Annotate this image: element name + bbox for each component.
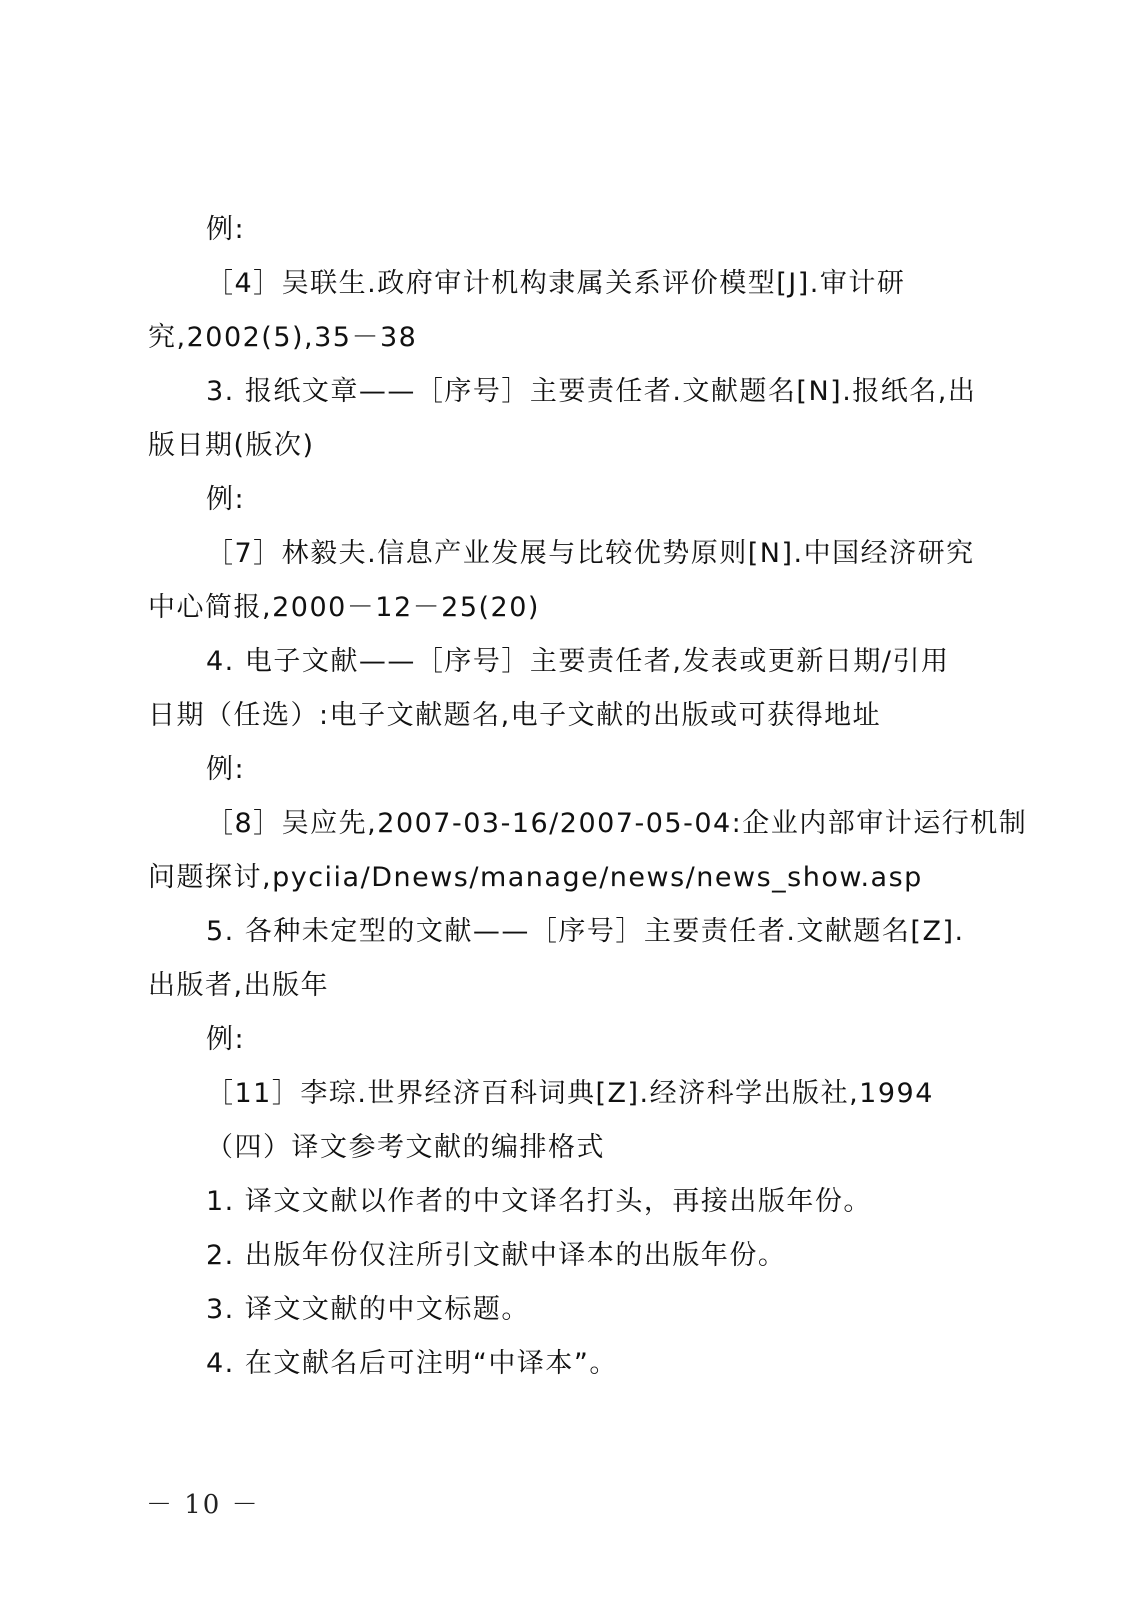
- reference-4-line-2: 究,2002(5),35－38: [148, 322, 418, 353]
- translation-rule-2: 2. 出版年份仅注所引文献中译本的出版年份。: [206, 1240, 787, 1271]
- page-number: － 10 －: [146, 1490, 260, 1520]
- example-label: 例:: [206, 1024, 246, 1055]
- reference-7-line-2: 中心简报,2000－12－25(20): [148, 592, 540, 623]
- electronic-format-line-1: 4. 电子文献——［序号］主要责任者,发表或更新日期/引用: [206, 646, 950, 677]
- example-label: 例:: [206, 214, 246, 245]
- reference-8-line-1: ［8］吴应先,2007-03-16/2007-05-04:企业内部审计运行机制: [206, 808, 1028, 839]
- reference-8-line-2: 问题探讨,pyciia/Dnews/manage/news/news_show.asp: [148, 862, 923, 893]
- translation-rule-3: 3. 译文文献的中文标题。: [206, 1294, 530, 1325]
- electronic-format-line-2: 日期（任选）:电子文献题名,电子文献的出版或可获得地址: [148, 700, 882, 731]
- translation-rule-1: 1. 译文文献以作者的中文译名打头，再接出版年份。: [206, 1186, 872, 1217]
- section-heading: （四）译文参考文献的编排格式: [206, 1132, 605, 1163]
- reference-11: ［11］李琮.世界经济百科词典[Z].经济科学出版社,1994: [206, 1078, 934, 1109]
- translation-rule-4: 4. 在文献名后可注明“中译本”。: [206, 1348, 618, 1379]
- undefined-literature-format-line-2: 出版者,出版年: [148, 970, 330, 1001]
- reference-7-line-1: ［7］林毅夫.信息产业发展与比较优势原则[N].中国经济研究: [206, 538, 975, 569]
- example-label: 例:: [206, 754, 246, 785]
- newspaper-format-line-1: 3. 报纸文章——［序号］主要责任者.文献题名[N].报纸名,出: [206, 376, 977, 407]
- reference-4-line-1: ［4］吴联生.政府审计机构隶属关系评价模型[J].审计研: [206, 268, 906, 299]
- undefined-literature-format-line-1: 5. 各种未定型的文献——［序号］主要责任者.文献题名[Z].: [206, 916, 965, 947]
- newspaper-format-line-2: 版日期(版次): [148, 430, 315, 461]
- example-label: 例:: [206, 484, 246, 515]
